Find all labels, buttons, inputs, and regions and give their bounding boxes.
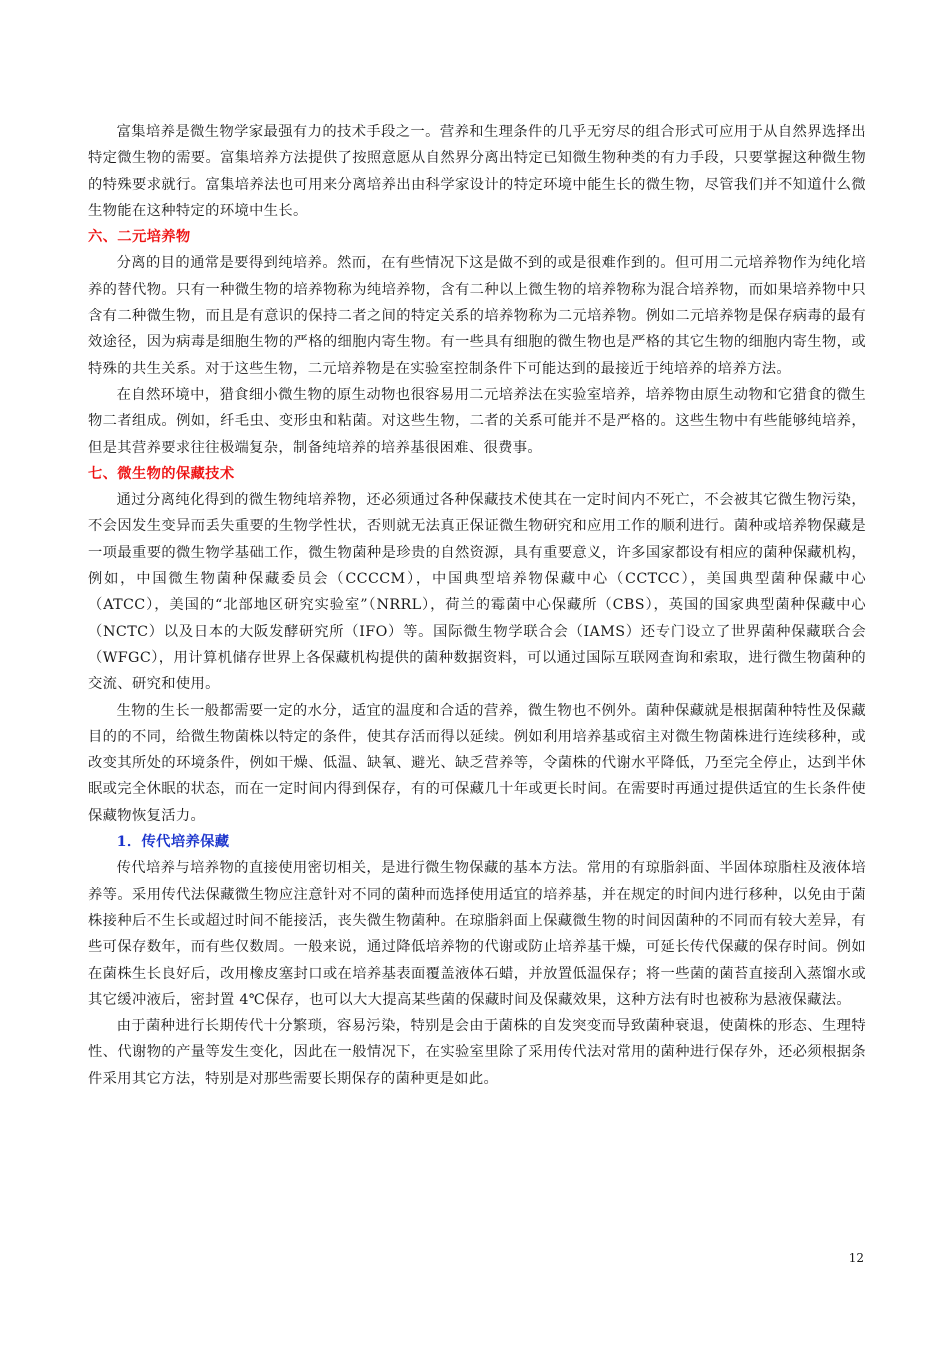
paragraph-protozoa-binary-culture: 在自然环境中，猎食细小微生物的原生动物也很容易用二元培养法在实验室培养，培养物由原生动物和它猎食的微生物二者组成。例如，纤毛虫、变形虫和粘菌。对这些生物，二者的关系可能并不是严格的。这些生物中有些能够纯培养，但是其营养要求往往极端复杂，制备纯培养的培养基很困难、很费事。 — [88, 386, 866, 456]
page-number: 12 — [848, 1251, 864, 1265]
paragraph-subculture-method: 传代培养与培养物的直接使用密切相关，是进行微生物保藏的基本方法。常用的有琼脂斜面、半固体琼脂柱及液体培养等。采用传代法保藏微生物应注意针对不同的菌种而选择使用适宜的培养基，并在规定的时间内进行移种，以免由于菌株接种后不生长或超过时间不能接活，丧失微生物菌种。在琼脂斜面上保藏微生物的时间因菌种的不同而有较大差异，有些可保存数年，而有些仅数周。一般来说，通过降低培养物的代谢或防止培养基干燥，可延长传代保藏的保存时间。例如在菌株生长良好后，改用橡皮塞封口或在培养基表面覆盖液体石蜡，并放置低温保存；将一些菌的菌苔直接刮入蒸馏水或其它缓冲液后，密封置 4℃保存，也可以大大提高某些菌的保藏时间及保藏效果，这种方法有时也被称为悬液保藏法。 — [88, 860, 866, 1008]
section-heading-binary-culture: 六、二元培养物 — [88, 229, 191, 246]
paragraph-preservation-institutions: 通过分离纯化得到的微生物纯培养物，还必须通过各种保藏技术使其在一定时间内不死亡，不会被其它微生物污染，不会因发生变异而丢失重要的生物学性状，否则就无法真正保证微生物研究和应用工作的顺利进行。菌种或培养物保藏是一项最重要的微生物学基础工作，微生物菌种是珍贵的自然资源，具有重要意义，许多国家都设有相应的菌种保藏机构，例如，中国微生物菌种保藏委员会（CCCCM），中国典型培养物保藏中心（CCTCC），美国典型菌种保藏中心（ATCC），美国的“北部地区研究实验室”（NRRL），荷兰的霉菌中心保藏所（CBS），英国的国家典型菌种保藏中心（NCTC）以及日本的大阪发酵研究所（IFO）等。国际微生物学联合会（IAMS）还专门设立了世界菌种保藏联合会（WFGC），用计算机储存世界上各保藏机构提供的菌种数据资料，可以通过国际互联网查询和索取，进行微生物菌种的交流、研究和使用。 — [88, 492, 866, 693]
paragraph-enrichment-culture: 富集培养是微生物学家最强有力的技术手段之一。营养和生理条件的几乎无穷尽的组合形式可应用于从自然界选择出特定微生物的需要。富集培养方法提供了按照意愿从自然界分离出特定已知微生物种类的有力手段，只要掌握这种微生物的特殊要求就行。富集培养法也可用来分离培养出由科学家设计的特定环境中能生长的微生物，尽管我们并不知道什么微生物能在这种特定的环境中生长。 — [88, 124, 866, 219]
paragraph-binary-culture-definition: 分离的目的通常是要得到纯培养。然而，在有些情况下这是做不到的或是很难作到的。但可用二元培养物作为纯化培养的替代物。只有一种微生物的培养物称为纯培养物，含有二种以上微生物的培养物称为混合培养物，而如果培养物中只含有二种微生物，而且是有意识的保持二者之间的特定关系的培养物称为二元培养物。例如二元培养物是保存病毒的最有效途径，因为病毒是细胞生物的严格的细胞内寄生物。有一些具有细胞的微生物也是严格的其它生物的细胞内寄生物，或特殊的共生关系。对于这些生物，二元培养物是在实验室控制条件下可能达到的最接近于纯培养的培养方法。 — [88, 255, 866, 377]
subsection-heading-subculture: 1．传代培养保藏 — [116, 834, 230, 851]
section-heading-preservation: 七、微生物的保藏技术 — [88, 465, 235, 482]
paragraph-subculture-limitations: 由于菌种进行长期传代十分繁琐，容易污染，特别是会由于菌株的自发突变而导致菌种衰退，使菌株的形态、生理特性、代谢物的产量等发生变化，因此在一般情况下，在实验室里除了采用传代法对常用的菌种进行保存外，还必须根据条件采用其它方法，特别是对那些需要长期保存的菌种更是如此。 — [88, 1018, 866, 1087]
paragraph-preservation-principle: 生物的生长一般都需要一定的水分，适宜的温度和合适的营养，微生物也不例外。菌种保藏就是根据菌种特性及保藏目的的不同，给微生物菌株以特定的条件，使其存活而得以延续。例如利用培养基或宿主对微生物菌株进行连续移种，或改变其所处的环境条件，例如干燥、低温、缺氧、避光、缺乏营养等，令菌株的代谢水平降低，乃至完全停止，达到半休眠或完全休眠的状态，而在一定时间内得到保存，有的可保藏几十年或更长时间。在需要时再通过提供适宜的生长条件使保藏物恢复活力。 — [88, 702, 866, 824]
